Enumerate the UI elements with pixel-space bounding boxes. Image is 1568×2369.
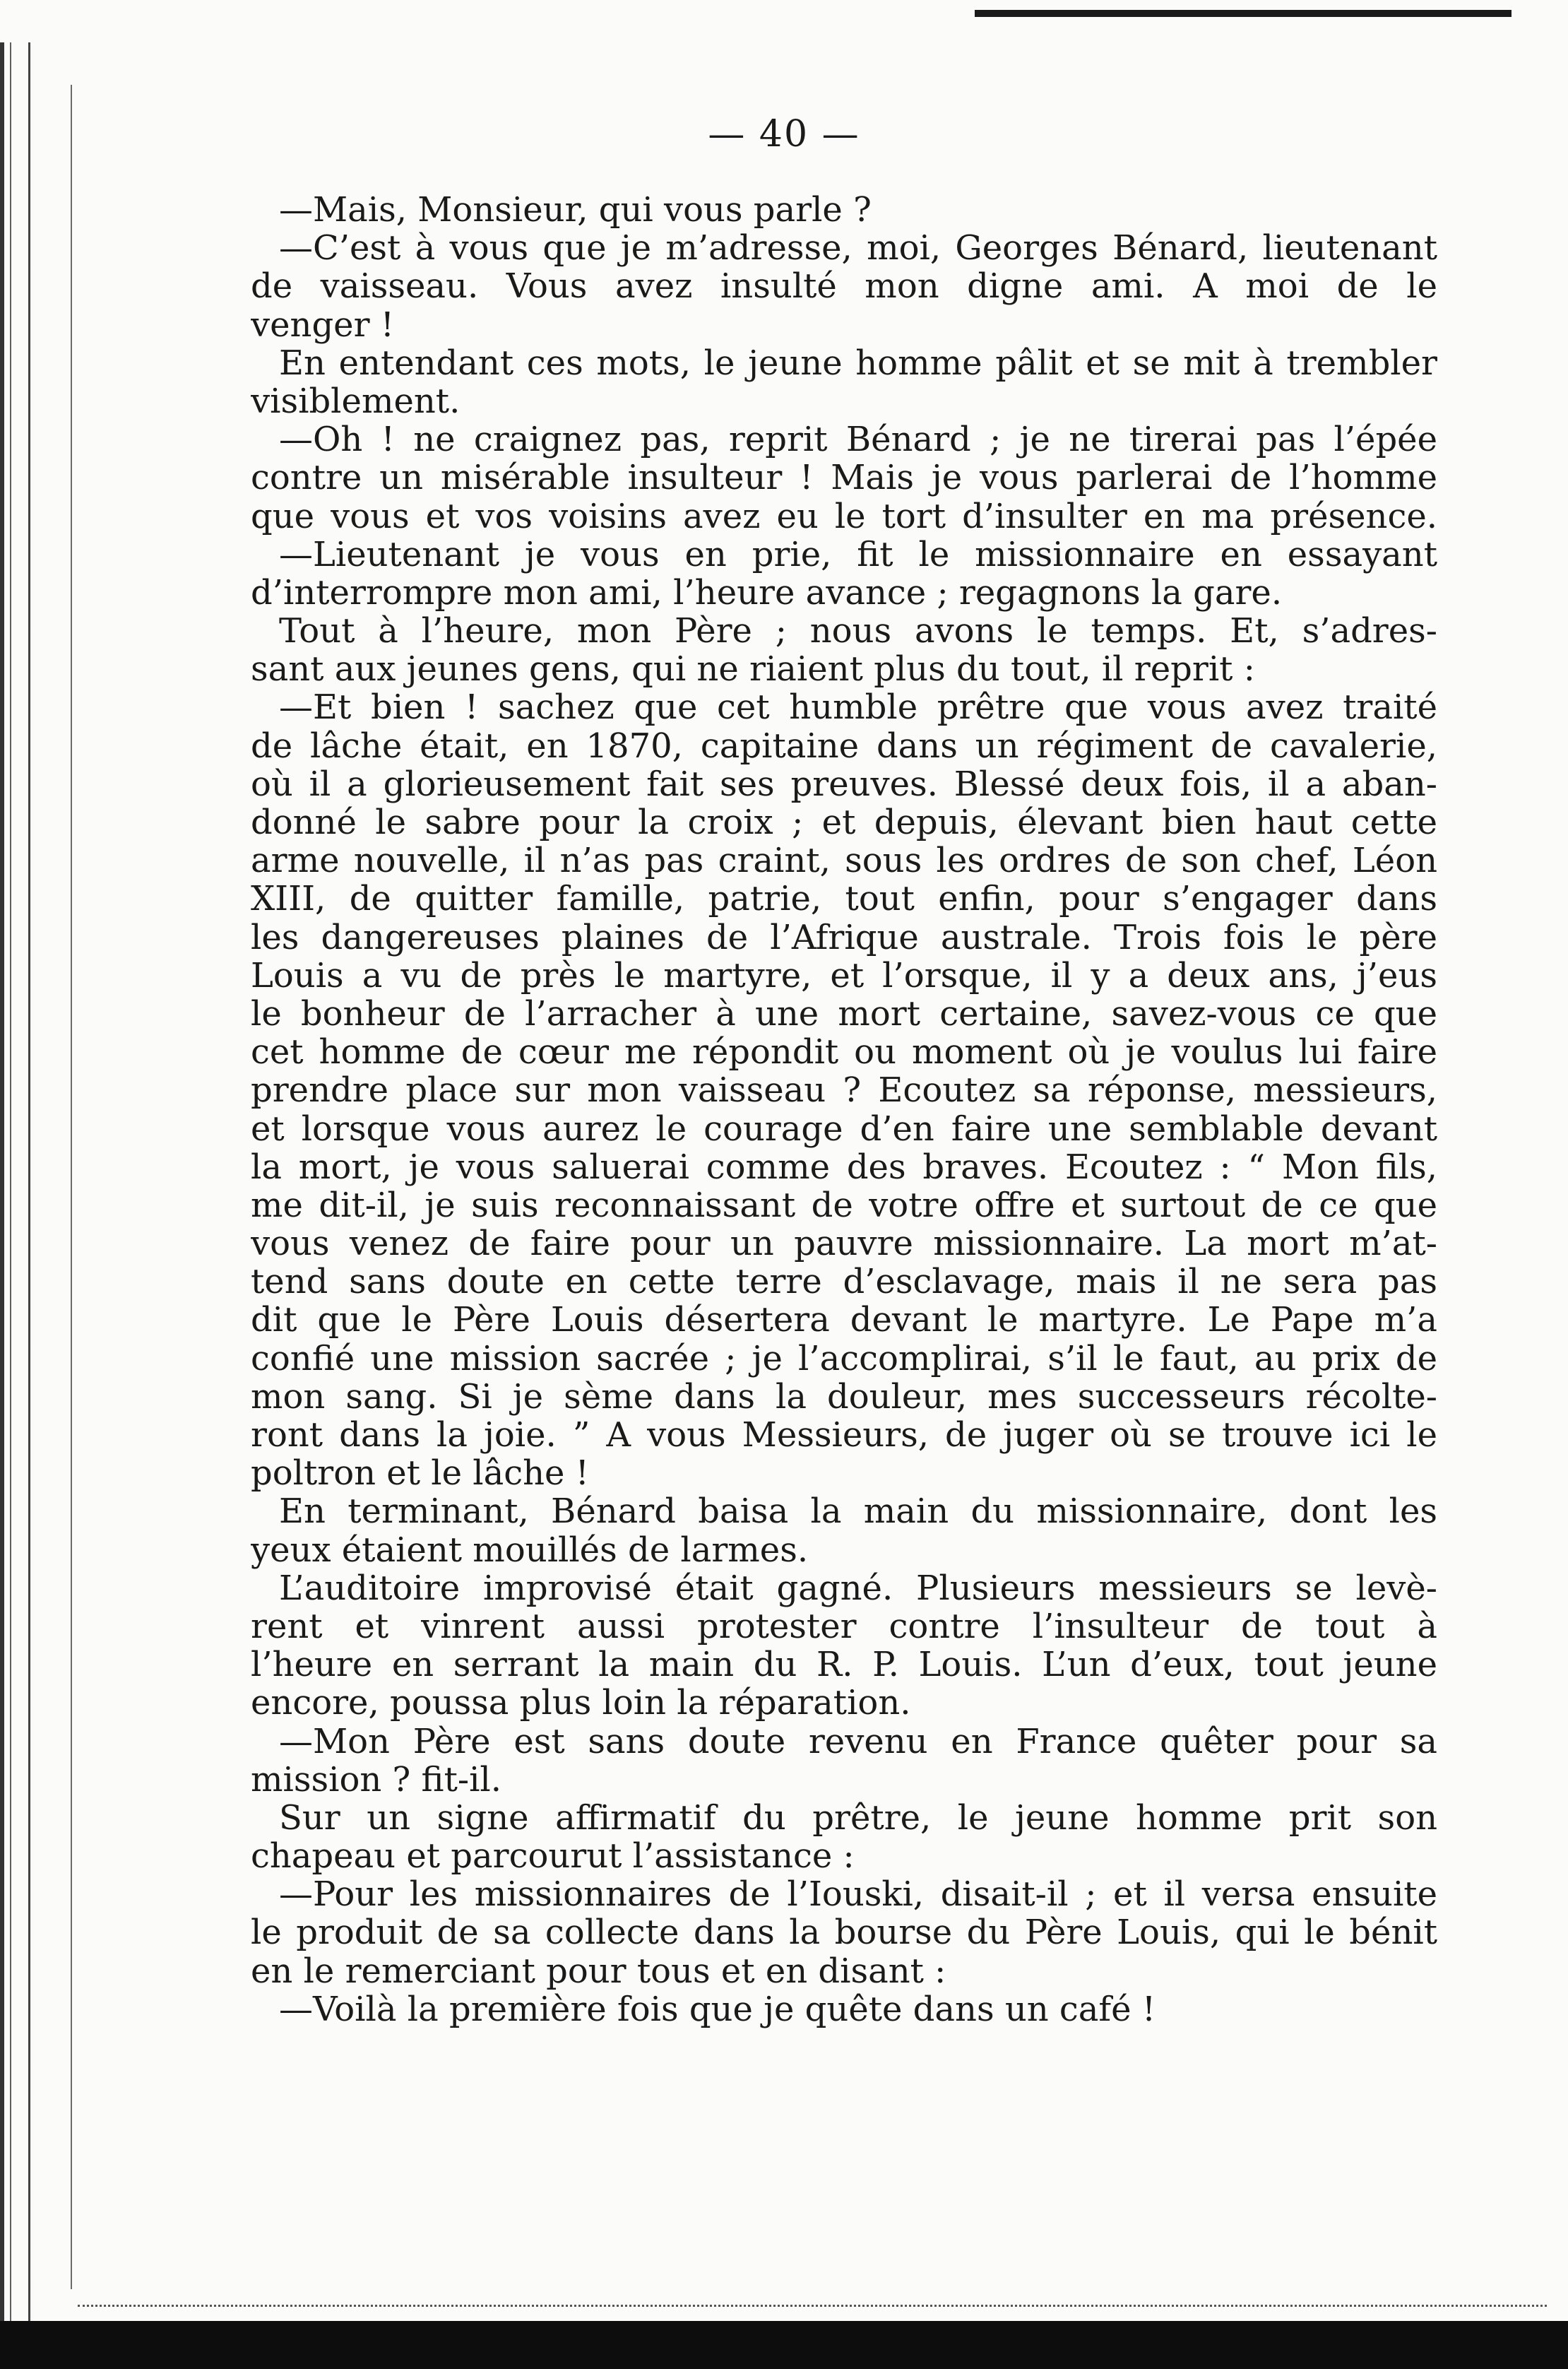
text-line: me dit-il, je suis reconnaissant de votre offre et surtout de ce que [251, 1186, 1437, 1225]
text-line: yeux étaient mouillés de larmes. [251, 1530, 809, 1569]
text-line: L’auditoire improvisé était gagné. Plusieurs messieurs se levè- [279, 1568, 1437, 1607]
text-line: chapeau et parcourut l’assistance : [251, 1837, 855, 1876]
binding-line [71, 85, 72, 2289]
text-line: en le remerciant pour tous et en disant : [251, 1951, 946, 1990]
text-line: Tout à l’heure, mon Père ; nous avons le temps. Et, s’adres- [279, 612, 1437, 651]
text-line: que vous et vos voisins avez eu le tort d’insulter en ma présence. [251, 497, 1437, 536]
text-line: rent et vinrent aussi protester contre l’insulteur de tout à [251, 1607, 1437, 1646]
text-line: de vaisseau. Vous avez insulté mon digne ami. A moi de le [251, 267, 1437, 306]
text-line: cet homme de cœur me répondit ou moment où je voulus lui faire [251, 1033, 1437, 1072]
text-line: —Pour les missionnaires de l’Iouski, disait-il ; et il versa ensuite [279, 1875, 1437, 1914]
text-line: vous venez de faire pour un pauvre missionnaire. La mort m’at- [251, 1224, 1437, 1263]
text-line: En entendant ces mots, le jeune homme pâlit et se mit à trembler [279, 343, 1437, 382]
text-line: dit que le Père Louis désertera devant le martyre. Le Pape m’a [251, 1301, 1437, 1340]
text-line: la mort, je vous saluerai comme des braves. Ecoutez : “ Mon fils, [251, 1147, 1437, 1186]
text-line: d’interrompre mon ami, l’heure avance ; regagnons la gare. [251, 573, 1283, 613]
text-line: confié une mission sacrée ; je l’accomplirai, s’il le faut, au prix de [251, 1339, 1437, 1378]
text-line: Louis a vu de près le martyre, et l’orsque, il y a deux ans, j’eus [251, 956, 1437, 995]
text-line: poltron et le lâche ! [251, 1454, 589, 1493]
text-line: —Et bien ! sachez que cet humble prêtre que vous avez traité [279, 688, 1437, 727]
body-text [251, 191, 1437, 2028]
text-line: tend sans doute en cette terre d’esclavage, mais il ne sera pas [251, 1263, 1437, 1301]
text-line: l’heure en serrant la main du R. P. Louis. L’un d’eux, tout jeune [251, 1646, 1437, 1684]
text-line: prendre place sur mon vaisseau ? Ecoutez sa réponse, messieurs, [251, 1071, 1437, 1110]
text-line: visiblement. [251, 382, 461, 421]
text-line: venger ! [251, 305, 395, 344]
text-line: contre un misérable insulteur ! Mais je vous parlerai de l’homme [251, 459, 1437, 497]
text-line: XIII, de quitter famille, patrie, tout enfin, pour s’engager dans [251, 880, 1437, 918]
text-line: arme nouvelle, il n’as pas craint, sous les ordres de son chef, Léon [251, 841, 1437, 880]
text-line: où il a glorieusement fait ses preuves. Blessé deux fois, il a aban- [251, 764, 1437, 803]
text-line: —Mon Père est sans doute revenu en France quêter pour sa [279, 1722, 1437, 1761]
text-line: mon sang. Si je sème dans la douleur, mes successeurs récolte- [251, 1377, 1437, 1416]
binding-edge [0, 42, 49, 2346]
text-line: ront dans la joie. ” A vous Messieurs, de juger où se trouve ici le [251, 1416, 1437, 1455]
text-line: mission ? fit-il. [251, 1760, 502, 1799]
text-line: Sur un signe affirmatif du prêtre, le jeune homme prit son [279, 1798, 1437, 1838]
text-line: —C’est à vous que je m’adresse, moi, Georges Bénard, lieutenant [279, 229, 1437, 268]
text-line: le bonheur de l’arracher à une mort certaine, savez-vous ce que [251, 994, 1437, 1034]
text-line: donné le sabre pour la croix ; et depuis, élevant bien haut cette [251, 803, 1437, 842]
text-line: le produit de sa collecte dans la bourse du Père Louis, qui le bénit [251, 1913, 1437, 1952]
text-line: —Mais, Monsieur, qui vous parle ? [279, 191, 872, 230]
text-line: En terminant, Bénard baisa la main du missionnaire, dont les [279, 1492, 1437, 1531]
text-line: —Oh ! ne craignez pas, reprit Bénard ; je ne tirerai pas l’épée [279, 420, 1437, 459]
bottom-edge-specks [78, 2305, 1547, 2310]
text-line: et lorsque vous aurez le courage d’en faire une semblable devant [251, 1109, 1437, 1148]
text-line: sant aux jeunes gens, qui ne riaient plus du tout, il reprit : [251, 650, 1255, 689]
text-line: les dangereuses plaines de l’Afrique australe. Trois fois le père [251, 918, 1437, 957]
top-edge-rule [975, 10, 1511, 17]
text-line: —Voilà la première fois que je quête dans un café ! [279, 1990, 1156, 2028]
bottom-edge-band [0, 2321, 1568, 2369]
text-line: de lâche était, en 1870, capitaine dans un régiment de cavalerie, [251, 726, 1437, 765]
text-line: —Lieutenant je vous en prie, fit le missionnaire en essayant [279, 535, 1437, 574]
text-line: encore, poussa plus loin la réparation. [251, 1684, 911, 1723]
page-number: — 40 — [708, 113, 860, 155]
